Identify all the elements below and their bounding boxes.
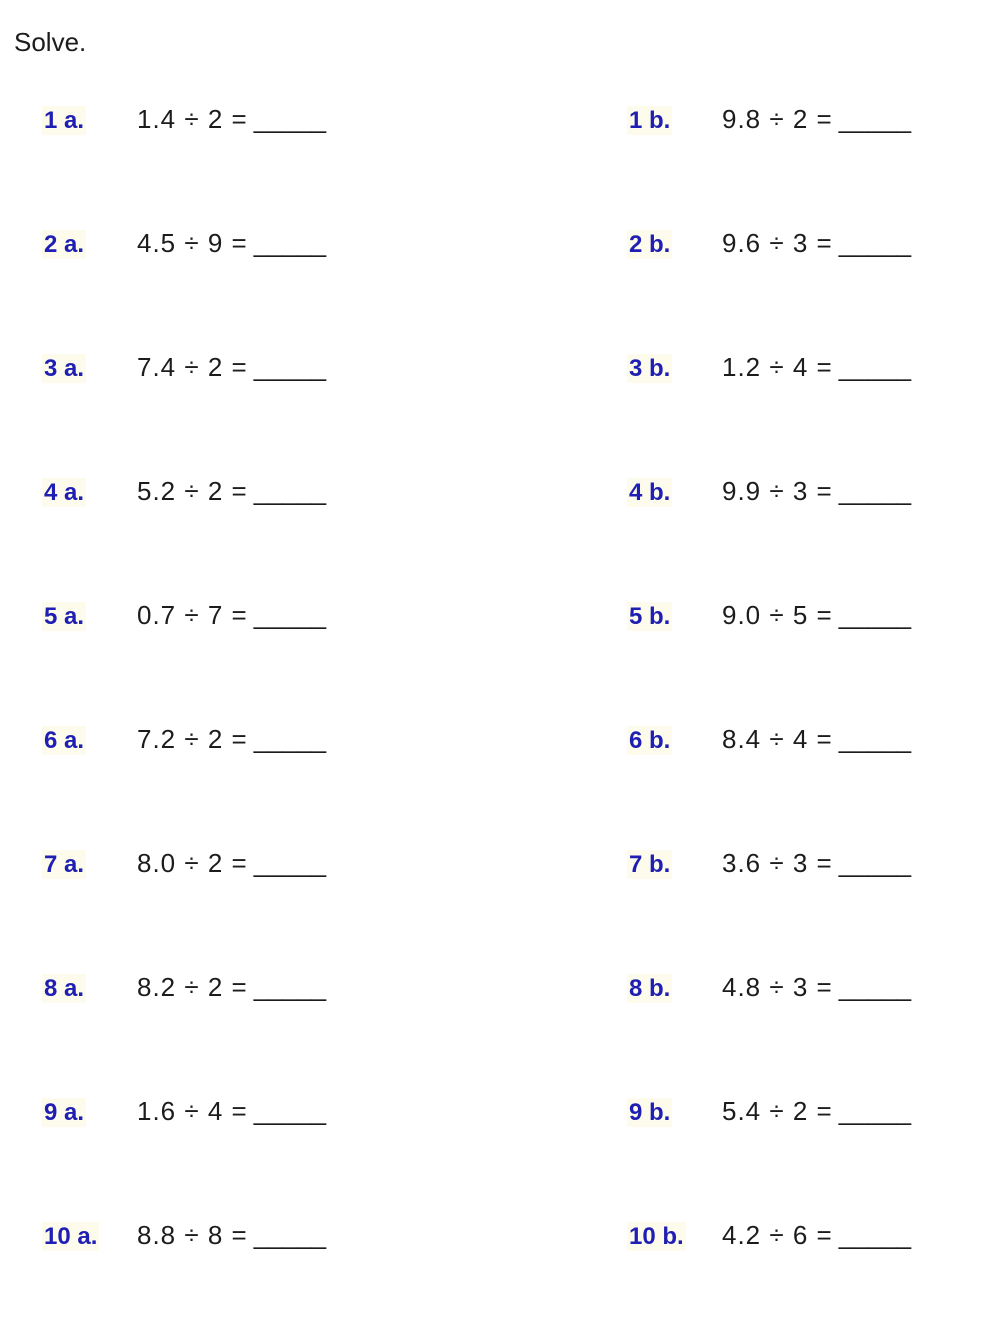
problem-label: 5 a. bbox=[44, 603, 85, 630]
problem-expression: 4.8 ÷ 3 = bbox=[722, 972, 833, 1002]
problem-4a bbox=[42, 476, 326, 507]
answer-blank[interactable]: _____ bbox=[253, 600, 327, 630]
problem-label: 2 b. bbox=[629, 231, 671, 258]
answer-blank[interactable]: _____ bbox=[838, 228, 912, 258]
problem-row bbox=[0, 104, 1000, 144]
problem-4b bbox=[627, 476, 911, 507]
problem-label: 9 a. bbox=[44, 1099, 85, 1126]
problem-10b bbox=[627, 1220, 911, 1251]
problem-expression: 8.8 ÷ 8 = bbox=[137, 1220, 248, 1250]
answer-blank[interactable]: _____ bbox=[838, 104, 912, 134]
answer-blank[interactable]: _____ bbox=[253, 476, 327, 506]
problem-label: 4 b. bbox=[629, 479, 671, 506]
problem-row bbox=[0, 352, 1000, 392]
answer-blank[interactable]: _____ bbox=[253, 1220, 327, 1250]
problem-row bbox=[0, 1096, 1000, 1136]
problem-expression: 5.4 ÷ 2 = bbox=[722, 1096, 833, 1126]
problem-label: 3 a. bbox=[44, 355, 85, 382]
problem-label: 7 a. bbox=[44, 851, 85, 878]
problem-label: 5 b. bbox=[629, 603, 671, 630]
problem-10a bbox=[42, 1220, 326, 1251]
problem-7b bbox=[627, 848, 911, 879]
problem-label: 2 a. bbox=[44, 231, 85, 258]
problem-expression: 1.4 ÷ 2 = bbox=[137, 104, 248, 134]
problem-expression: 8.0 ÷ 2 = bbox=[137, 848, 248, 878]
problem-5a bbox=[42, 600, 326, 631]
answer-blank[interactable]: _____ bbox=[253, 972, 327, 1002]
problem-row bbox=[0, 848, 1000, 888]
problem-label: 6 b. bbox=[629, 727, 671, 754]
problem-expression: 9.9 ÷ 3 = bbox=[722, 476, 833, 506]
problem-expression: 8.4 ÷ 4 = bbox=[722, 724, 833, 754]
problem-7a bbox=[42, 848, 326, 879]
problem-row bbox=[0, 600, 1000, 640]
problem-8a bbox=[42, 972, 326, 1003]
problem-2a bbox=[42, 228, 326, 259]
answer-blank[interactable]: _____ bbox=[253, 352, 327, 382]
problem-row bbox=[0, 476, 1000, 516]
problem-expression: 1.6 ÷ 4 = bbox=[137, 1096, 248, 1126]
problem-8b bbox=[627, 972, 911, 1003]
problem-6a bbox=[42, 724, 326, 755]
problem-row bbox=[0, 1220, 1000, 1260]
problem-expression: 3.6 ÷ 3 = bbox=[722, 848, 833, 878]
problem-2b bbox=[627, 228, 911, 259]
problem-expression: 7.2 ÷ 2 = bbox=[137, 724, 248, 754]
problem-label: 8 b. bbox=[629, 975, 671, 1002]
problem-label: 10 a. bbox=[44, 1223, 98, 1250]
problem-9b bbox=[627, 1096, 911, 1127]
answer-blank[interactable]: _____ bbox=[838, 600, 912, 630]
answer-blank[interactable]: _____ bbox=[253, 848, 327, 878]
problem-3b bbox=[627, 352, 911, 383]
problem-5b bbox=[627, 600, 911, 631]
problem-row bbox=[0, 228, 1000, 268]
answer-blank[interactable]: _____ bbox=[838, 848, 912, 878]
answer-blank[interactable]: _____ bbox=[838, 1096, 912, 1126]
problem-1b bbox=[627, 104, 911, 135]
problem-expression: 4.2 ÷ 6 = bbox=[722, 1220, 833, 1250]
answer-blank[interactable]: _____ bbox=[253, 104, 327, 134]
answer-blank[interactable]: _____ bbox=[253, 724, 327, 754]
problem-label: 8 a. bbox=[44, 975, 85, 1002]
problem-label: 6 a. bbox=[44, 727, 85, 754]
problem-expression: 9.8 ÷ 2 = bbox=[722, 104, 833, 134]
problem-expression: 9.6 ÷ 3 = bbox=[722, 228, 833, 258]
problem-expression: 1.2 ÷ 4 = bbox=[722, 352, 833, 382]
answer-blank[interactable]: _____ bbox=[838, 972, 912, 1002]
problem-label: 3 b. bbox=[629, 355, 671, 382]
problem-label: 1 b. bbox=[629, 107, 671, 134]
problem-1a bbox=[42, 104, 326, 135]
problem-label: 4 a. bbox=[44, 479, 85, 506]
page-title: Solve. bbox=[14, 27, 87, 57]
problem-expression: 0.7 ÷ 7 = bbox=[137, 600, 248, 630]
problem-label: 9 b. bbox=[629, 1099, 671, 1126]
problem-9a bbox=[42, 1096, 326, 1127]
problem-expression: 9.0 ÷ 5 = bbox=[722, 600, 833, 630]
problem-row bbox=[0, 972, 1000, 1012]
problem-expression: 7.4 ÷ 2 = bbox=[137, 352, 248, 382]
problem-expression: 4.5 ÷ 9 = bbox=[137, 228, 248, 258]
problem-label: 10 b. bbox=[629, 1223, 684, 1250]
problem-row bbox=[0, 724, 1000, 764]
problem-label: 7 b. bbox=[629, 851, 671, 878]
problem-expression: 5.2 ÷ 2 = bbox=[137, 476, 248, 506]
problem-6b bbox=[627, 724, 911, 755]
answer-blank[interactable]: _____ bbox=[838, 724, 912, 754]
answer-blank[interactable]: _____ bbox=[838, 476, 912, 506]
answer-blank[interactable]: _____ bbox=[253, 228, 327, 258]
answer-blank[interactable]: _____ bbox=[838, 1220, 912, 1250]
problem-expression: 8.2 ÷ 2 = bbox=[137, 972, 248, 1002]
answer-blank[interactable]: _____ bbox=[253, 1096, 327, 1126]
answer-blank[interactable]: _____ bbox=[838, 352, 912, 382]
problem-3a bbox=[42, 352, 326, 383]
problem-label: 1 a. bbox=[44, 107, 85, 134]
